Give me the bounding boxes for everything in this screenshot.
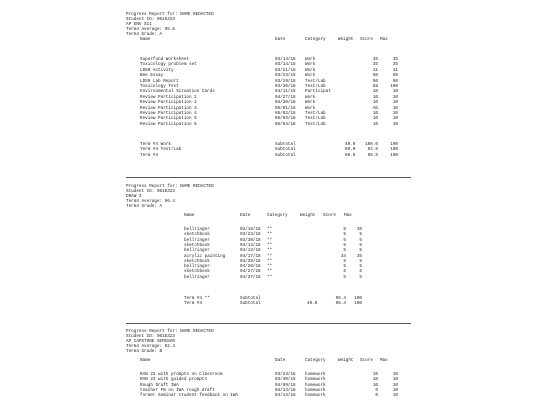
cell-score: 96.4	[335, 301, 346, 307]
cell-name: Superfund Worksheet	[140, 57, 189, 62]
cell-date: 03/23/18	[275, 73, 296, 79]
column-header-row	[0, 358, 540, 363]
cell-date: Subtotal	[275, 147, 296, 153]
cell-date: 04/17/18	[240, 253, 261, 259]
cell-max: 100	[354, 296, 362, 301]
col-category-header: Category	[267, 213, 288, 218]
cell-score: 10	[372, 116, 378, 122]
cell-score: 34	[340, 253, 346, 259]
cell-score: 5	[343, 269, 346, 275]
cell-score: 95.5	[367, 152, 378, 158]
term-grade: Term4 Grade: B	[126, 349, 163, 354]
cell-date: 04/13/18	[240, 248, 261, 254]
cell-score: 0	[375, 387, 378, 393]
cell-category: homework	[305, 393, 326, 399]
cell-score: 10	[372, 100, 378, 106]
cell-score: 10	[372, 94, 378, 100]
cell-name: Toxicology problem set	[140, 62, 197, 68]
col-max-header: Max	[380, 358, 388, 363]
table-row	[0, 89, 540, 94]
cell-date: 03/14/18	[275, 62, 296, 68]
cell-date: Subtotal	[240, 296, 261, 301]
cell-max: 5	[359, 264, 362, 270]
cell-category: Work	[305, 67, 316, 73]
cell-category: homework	[305, 377, 326, 383]
student-id: Student ID: 0615323	[126, 334, 175, 339]
col-weight-header: Weight	[338, 358, 354, 363]
cell-score: 5	[343, 232, 346, 238]
cell-name: LD50 Activity	[140, 67, 174, 73]
table-row	[0, 100, 540, 105]
cell-score: 50	[372, 73, 378, 79]
cell-max: 100	[390, 84, 398, 89]
col-name-header: Name	[140, 358, 151, 363]
cell-max: 5	[359, 232, 362, 238]
course-name: DRAW 3	[126, 194, 142, 199]
col-name-header: Name	[140, 37, 151, 42]
col-max-header: Max	[344, 213, 352, 218]
cell-date: 03/30/18	[275, 377, 296, 383]
cell-category: Test/Lab	[305, 84, 326, 89]
subtotal-row	[0, 147, 540, 152]
col-score-header: Score	[323, 213, 336, 218]
student-id: Student ID: 0615323	[126, 17, 175, 22]
col-max-header: Max	[380, 37, 388, 42]
col-weight-header: Weight	[338, 37, 354, 42]
cell-date: 04/09/18	[275, 382, 296, 388]
cell-max: 100	[390, 152, 398, 158]
col-score-header: Score	[360, 37, 373, 42]
cell-name: Review Participation 5	[140, 116, 197, 122]
cell-date: 04/27/18	[275, 94, 296, 100]
cell-name: Rough Draft IWA	[140, 382, 179, 388]
table-row	[0, 73, 540, 78]
cell-name: bellringer	[184, 264, 210, 270]
cell-category: homework	[305, 387, 326, 393]
cell-max: 10	[392, 105, 398, 111]
cell-name: Environmental Situation Cards	[140, 89, 215, 95]
cell-category: Work	[305, 100, 316, 106]
cell-category: Test/Lab	[305, 78, 326, 84]
cell-date: 03/23/18	[275, 372, 296, 377]
cell-name: Review Participation 1	[140, 94, 197, 100]
col-category-header: Category	[305, 37, 326, 42]
cell-max: 100	[390, 142, 398, 147]
cell-score: 35	[372, 62, 378, 68]
cell-score: 35	[372, 57, 378, 62]
cell-max: 10	[392, 89, 398, 95]
cell-category: **	[267, 232, 273, 238]
cell-score: 5	[343, 237, 346, 243]
cell-date: 04/13/18	[240, 242, 261, 248]
cell-score: 10	[372, 372, 378, 377]
cell-category: **	[267, 248, 273, 254]
table-row	[0, 393, 540, 398]
cell-max: 10	[392, 116, 398, 122]
cell-date: 05/04/18	[275, 121, 296, 127]
cell-name: Term #4 Work	[140, 142, 171, 147]
cell-category: **	[267, 274, 273, 280]
cell-date: 03/23/18	[240, 232, 261, 238]
cell-score: 11	[372, 67, 378, 73]
cell-category: Test/Lab	[305, 111, 326, 116]
cell-name: Toxicology Test	[140, 84, 179, 89]
student-id: Student ID: 0615323	[126, 189, 175, 194]
report-title: Progress Report for: NAME REDACTED	[126, 12, 214, 17]
cell-category: Work	[305, 105, 316, 111]
cell-date: 03/16/18	[240, 227, 261, 232]
cell-category: Test/Lab	[305, 121, 326, 127]
cell-name: Review Participation 4	[140, 111, 197, 116]
cell-date: 03/30/18	[275, 84, 296, 89]
cell-name: bellringer	[184, 237, 210, 243]
cell-weight: 40.0	[307, 301, 318, 307]
cell-score: 100.0	[365, 142, 378, 147]
table-row	[0, 122, 540, 127]
cell-date: 04/11/18	[275, 89, 296, 95]
cell-score: 96.4	[335, 296, 346, 301]
cell-max: 10	[392, 387, 398, 393]
cell-date: 04/20/18	[240, 264, 261, 270]
cell-category: Work	[305, 94, 316, 100]
cell-score: 5	[343, 248, 346, 254]
cell-max: 50	[392, 73, 398, 79]
col-date-header: Date	[275, 358, 286, 363]
cell-name: bellringer	[184, 274, 210, 280]
table-row	[0, 275, 540, 280]
cell-score: 50	[372, 78, 378, 84]
cell-name: bellringer	[184, 248, 210, 254]
cell-name: LD50 Lab Report	[140, 78, 179, 84]
column-header-row	[0, 213, 540, 218]
cell-date: 04/20/18	[240, 258, 261, 264]
report-title: Progress Report for: NAME REDACTED	[126, 329, 214, 334]
cell-category: Work	[305, 62, 316, 68]
cell-max: 35	[356, 253, 362, 259]
cell-name: Term #4	[140, 152, 159, 158]
term-average: Term4 Average: 95.5	[126, 27, 175, 32]
cell-max: 10	[356, 227, 362, 232]
cell-max: 10	[392, 111, 398, 116]
cell-date: Subtotal	[275, 142, 296, 147]
cell-name: sketchbook	[184, 232, 210, 238]
report-divider	[126, 323, 411, 324]
cell-name: Review Participation 6	[140, 121, 197, 127]
col-date-header: Date	[240, 213, 251, 218]
cell-category: Work	[305, 73, 316, 79]
cell-max: 10	[392, 393, 398, 399]
cell-max: 100	[390, 147, 398, 153]
cell-name: Review Participation 3	[140, 105, 197, 111]
cell-date: Subtotal	[275, 152, 296, 158]
cell-weight: 60.0	[345, 152, 356, 158]
subtotal-row	[0, 153, 540, 158]
cell-weight: 60.0	[345, 147, 356, 153]
cell-score: 88	[372, 84, 378, 89]
cell-date: 03/21/18	[275, 67, 296, 73]
cell-max: 100	[354, 301, 362, 307]
cell-date: Subtotal	[240, 301, 261, 307]
cell-category: **	[267, 269, 273, 275]
col-date-header: Date	[275, 37, 286, 42]
term-grade: Term4 Grade: A	[126, 32, 163, 37]
cell-name: Term #4 **	[184, 296, 210, 301]
cell-name: Term #4	[184, 301, 203, 307]
cell-max: 10	[392, 121, 398, 127]
cell-score: 5	[343, 274, 346, 280]
cell-category: Participat	[305, 89, 331, 95]
cell-score: 10	[372, 382, 378, 388]
cell-max: 10	[392, 100, 398, 106]
cell-max: 5	[359, 258, 362, 264]
cell-category: homework	[305, 382, 326, 388]
cell-date: 04/27/18	[240, 269, 261, 275]
cell-score: 0	[375, 393, 378, 399]
cell-category: homework	[305, 372, 326, 377]
cell-max: 5	[359, 242, 362, 248]
table-row	[0, 116, 540, 121]
cell-date: 04/27/18	[240, 274, 261, 280]
cell-date: 04/13/18	[275, 387, 296, 393]
cell-category: **	[267, 242, 273, 248]
cell-name: acrylic painting	[184, 253, 226, 259]
cell-max: 35	[392, 57, 398, 62]
term-average: Term4 Average: 96.4	[126, 199, 175, 204]
course-name: AP ENV SCI	[126, 22, 152, 27]
cell-score: 10	[372, 89, 378, 95]
cell-name: RAN 23 with guided prompts	[140, 377, 208, 383]
cell-date: 05/03/18	[275, 116, 296, 122]
col-name-header: Name	[184, 213, 195, 218]
column-header-row	[0, 37, 540, 42]
cell-date: 04/13/18	[275, 393, 296, 399]
cell-max: 5	[359, 248, 362, 254]
cell-category: Work	[305, 57, 316, 62]
cell-max: 10	[392, 377, 398, 383]
cell-max: 5	[359, 237, 362, 243]
cell-category: **	[267, 258, 273, 264]
cell-date: 03/30/18	[240, 237, 261, 243]
course-name: AP CAPSTONE SEMINAR	[126, 339, 175, 344]
table-row	[0, 106, 540, 111]
cell-category: **	[267, 227, 273, 232]
table-row	[0, 62, 540, 67]
cell-score: 8	[343, 227, 346, 232]
cell-date: 03/29/18	[275, 78, 296, 84]
cell-name: sketchbook	[184, 242, 210, 248]
cell-name: sketchbook	[184, 258, 210, 264]
cell-score: 10	[372, 121, 378, 127]
cell-name: sketchbook	[184, 269, 210, 275]
cell-name: bellringer	[184, 227, 210, 232]
cell-max: 11	[392, 67, 398, 73]
table-row	[0, 79, 540, 84]
cell-name: Review Participation 2	[140, 100, 197, 106]
cell-max: 10	[392, 372, 398, 377]
cell-category: **	[267, 264, 273, 270]
cell-score: 92.6	[367, 147, 378, 153]
cell-max: 10	[392, 94, 398, 100]
col-category-header: Category	[305, 358, 326, 363]
cell-category: **	[267, 253, 273, 259]
term-grade: Term4 Grade: A	[126, 204, 163, 209]
cell-name: Bee Essay	[140, 73, 164, 79]
cell-weight: 40.0	[345, 142, 356, 147]
cell-date: 05/01/18	[275, 105, 296, 111]
cell-score: 5	[343, 264, 346, 270]
cell-name: RAN 22 with prompts on Classroom	[140, 372, 223, 377]
cell-date: 03/14/18	[275, 57, 296, 62]
cell-max: 10	[392, 382, 398, 388]
cell-category: Test/Lab	[305, 116, 326, 122]
term-average: Term4 Average: 82.4	[126, 344, 175, 349]
cell-max: 35	[392, 62, 398, 68]
cell-score: 10	[372, 377, 378, 383]
cell-score: 5	[343, 258, 346, 264]
report-title: Progress Report for: NAME REDACTED	[126, 184, 214, 189]
cell-max: 5	[359, 269, 362, 275]
report-divider	[126, 177, 411, 178]
cell-date: 05/02/18	[275, 111, 296, 116]
subtotal-row	[0, 301, 540, 306]
col-score-header: Score	[360, 358, 373, 363]
cell-max: 5	[359, 274, 362, 280]
col-weight-header: Weight	[300, 213, 316, 218]
cell-name: Term #4 Test/Lab	[140, 147, 182, 153]
cell-score: 5	[343, 242, 346, 248]
cell-score: Ab	[372, 105, 378, 111]
cell-max: 50	[392, 78, 398, 84]
cell-name: former Seminar student feedback on IWA	[140, 393, 238, 399]
cell-date: 04/30/18	[275, 100, 296, 106]
cell-category: **	[267, 237, 273, 243]
cell-name: teacher FB on IWA rough draft	[140, 387, 215, 393]
cell-score: 10	[372, 111, 378, 116]
